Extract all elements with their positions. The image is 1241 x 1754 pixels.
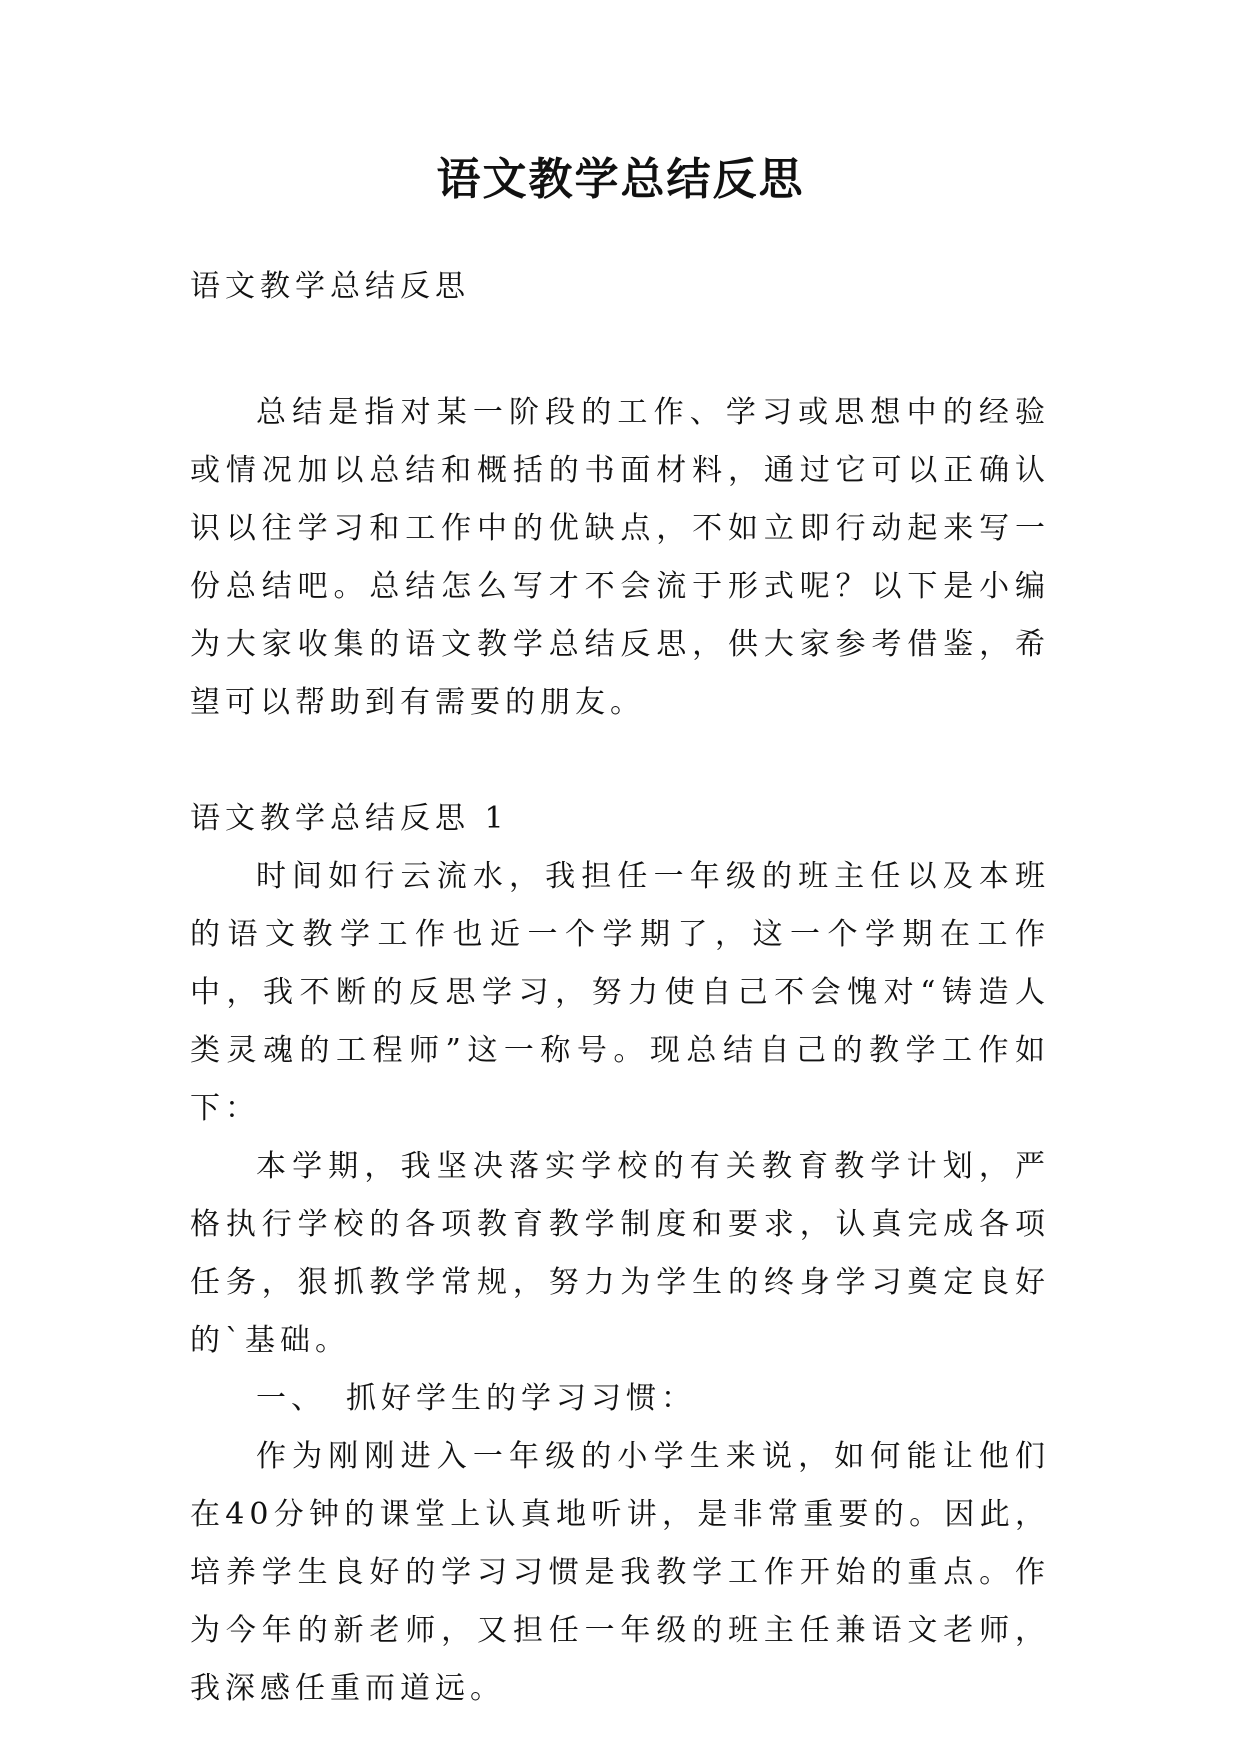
document-title: 语文教学总结反思 xyxy=(436,154,805,205)
body-paragraph: 作为刚刚进入一年级的小学生来说，如何能让他们在40分钟的课堂上认真地听讲，是非常重要的。因此，培养学生良好的学习习惯是我教学工作开始的重点。作为今年的新老师，又担任一年级的班主任兼语文老师，我深感任重而道远。 xyxy=(190,1439,1050,1706)
document-subtitle: 语文教学总结反思 xyxy=(190,269,470,304)
body-paragraph: 本学期，我坚决落实学校的有关教育教学计划，严格执行学校的各项教育教学制度和要求，认真完成各项任务，狠抓教学常规，努力为学生的终身学习奠定良好的`基础。 xyxy=(190,1149,1050,1358)
body-paragraph: 时间如行云流水，我担任一年级的班主任以及本班的语文教学工作也近一个学期了，这一个学期在工作中，我不断的反思学习，努力使自己不会愧对“铸造人类灵魂的工程师”这一称号。现总结自己的教学工作如下： xyxy=(190,859,1050,1126)
spacer xyxy=(190,732,1050,790)
intro-paragraph: 总结是指对某一阶段的工作、学习或思想中的经验或情况加以总结和概括的书面材料，通过它可以正确认识以往学习和工作中的优缺点，不如立即行动起来写一份总结吧。总结怎么写才不会流于形式呢？以下是小编为大家收集的语文教学总结反思，供大家参考借鉴，希望可以帮助到有需要的朋友。 xyxy=(190,395,1050,720)
list-heading: 一、 抓好学生的学习习惯： xyxy=(256,1381,696,1416)
spacer xyxy=(190,316,1050,384)
document-body xyxy=(190,258,1050,1718)
section-heading: 语文教学总结反思 1 xyxy=(190,801,509,836)
